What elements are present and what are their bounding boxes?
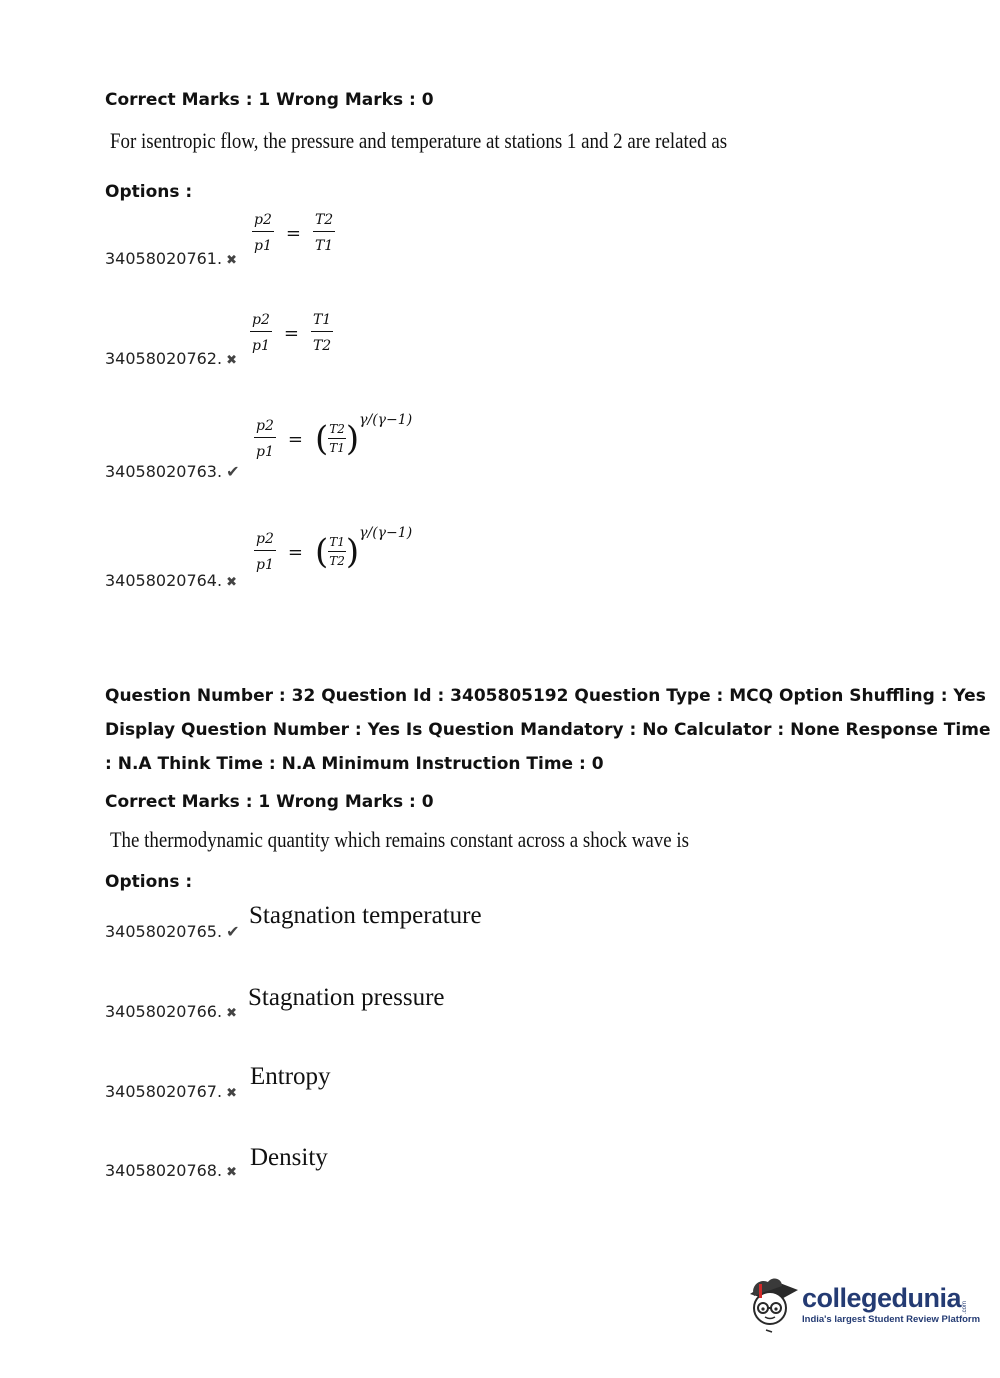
option-id: 34058020765. ✔: [105, 922, 240, 941]
q32-marks: Correct Marks : 1 Wrong Marks : 0: [105, 792, 434, 812]
option-id: 34058020764. ✖: [105, 571, 237, 590]
wrong-mark-icon: ✖: [226, 353, 237, 368]
correct-check-icon: ✔: [226, 922, 240, 941]
wrong-mark-icon: ✖: [226, 575, 237, 590]
q31-question-text: For isentropic flow, the pressure and temperature at stations 1 and 2 are related as: [110, 128, 728, 153]
q32-header-line-1: Question Number : 32 Question Id : 3405805192 Question Type : MCQ Option Shuffling : Yes: [105, 686, 986, 706]
collegedunia-logo: [742, 1272, 980, 1336]
option-answer: Stagnation temperature: [249, 902, 482, 929]
q32-header-line-3: : N.A Think Time : N.A Minimum Instruction Time : 0: [105, 754, 604, 774]
option-id: 34058020768. ✖: [105, 1161, 237, 1180]
option-formula: $\frac{p2}{p1}$ = ( $\frac{T1}{T2}$ ) γ/(γ−1): [256, 525, 413, 573]
option-id: 34058020766. ✖: [105, 1002, 237, 1021]
student-mascot-icon: [742, 1272, 802, 1336]
option-formula: $\frac{p2}{p1}$ = $\frac{T1}{T2}$: [252, 312, 332, 354]
correct-check-icon: ✔: [226, 462, 240, 481]
option-formula: $\frac{p2}{p1}$ = $\frac{T2}{T1}$: [254, 212, 334, 254]
option-answer: Stagnation pressure: [248, 984, 445, 1011]
wrong-mark-icon: ✖: [226, 253, 237, 268]
logo-tagline: India's largest Student Review Platform: [802, 1314, 981, 1325]
option-id: 34058020761. ✖: [105, 249, 237, 268]
wrong-mark-icon: ✖: [226, 1006, 237, 1021]
q31-options-label: Options :: [105, 182, 193, 202]
option-id: 34058020763. ✔: [105, 462, 240, 481]
option-answer: Density: [250, 1144, 328, 1171]
option-answer: Entropy: [250, 1063, 331, 1090]
q32-header-line-2: Display Question Number : Yes Is Question Mandatory : No Calculator : None Response Time: [105, 720, 991, 740]
q32-options-label: Options :: [105, 872, 193, 892]
option-formula: $\frac{p2}{p1}$ = ( $\frac{T2}{T1}$ ) γ/(γ−1): [256, 412, 413, 460]
wrong-mark-icon: ✖: [226, 1086, 237, 1101]
option-id: 34058020762. ✖: [105, 349, 237, 368]
q31-marks: Correct Marks : 1 Wrong Marks : 0: [105, 90, 434, 110]
logo-suffix: .com: [962, 1300, 969, 1314]
wrong-mark-icon: ✖: [226, 1165, 237, 1180]
q32-question-text: The thermodynamic quantity which remains constant across a shock wave is: [110, 827, 690, 852]
logo-wordmark: collegedunia: [802, 1283, 962, 1313]
option-id: 34058020767. ✖: [105, 1082, 237, 1101]
